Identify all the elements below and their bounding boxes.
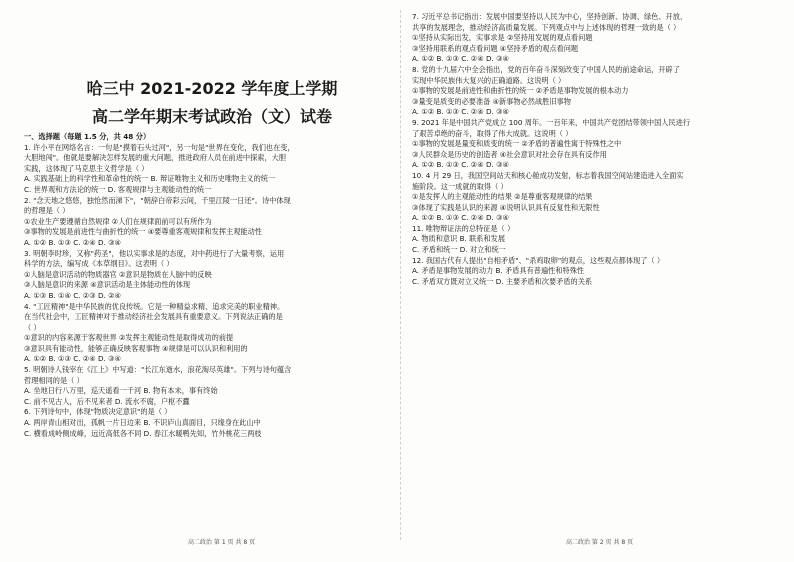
text-line: ③人民群众是历史的创造者 ④社会意识对社会存在具有反作用 <box>412 149 607 159</box>
text-line: ③事物的发展是前进性与曲折性的统一 ④要尊重客观规律和发挥主观能动性 <box>24 227 262 237</box>
text-line: 11. 唯物辩证法的总特征是（ ） <box>412 223 515 233</box>
text-line: ③体现了实践是认识的来源 ④说明认识具有反复性和无限性 <box>412 202 600 212</box>
text-line: ①农业生产要遵循自然规律 ②人们在规律面前可以有所作为 <box>24 216 212 226</box>
text-line: A. 实践基础上的科学性和革命性的统一 B. 辩证唯物主义和历史唯物主义的统一 <box>24 174 276 184</box>
text-line: ①事物的发展是量变和质变的统一 ②矛盾的普遍性寓于特殊性之中 <box>412 139 622 149</box>
text-line: 大胆地闯"。他就是要解决怎样发展的重大问题，推进政府人员在前进中探索，大胆 <box>24 153 287 163</box>
exam-title-line2: 高二学年期末考试政治（文）试卷 <box>91 107 332 126</box>
text-line: 7. 习近平总书记指出：发展中国要坚持以人民为中心，坚持创新、协调、绿色、开放、 <box>412 12 688 21</box>
text-line: 10. 4 月 29 日，我国空间站天和核心舱成功发射，标志着我国空间站建造进入全面实 <box>412 170 684 180</box>
text-line: 4. "工匠精神"是中华民族的优良传统。它是一种精益求精、追求完美的职业精神。 <box>24 301 285 311</box>
section-header: 一、选择题（每题 1.5 分，共 48 分） <box>24 132 151 141</box>
right-question-text <box>412 12 788 287</box>
text-line: C. 矛盾和统一 D. 对立和统一 <box>412 245 506 255</box>
text-line: ③意识具有能动性，能够正确反映客观事物 ④规律是可以认识和利用的 <box>24 343 248 353</box>
exam-title-line1: 哈三中 2021-2022 学年度上学期 <box>86 79 338 98</box>
text-line: ①是发挥人的主观能动性的结果 ②是尊重客观规律的结果 <box>412 192 593 202</box>
text-line: 的哲理是（ ） <box>24 206 70 216</box>
text-line: A. ①③ B. ①④ C. ②③ D. ②④ <box>24 290 121 300</box>
text-line: 科学的方法，编写成《本草纲目》。这表明（ ） <box>24 259 174 269</box>
text-line: C. 世界观和方法论的统一 D. 客观规律与主观能动性的统一 <box>24 184 212 194</box>
text-line: A. ①② B. ①③ C. ②④ D. ③④ <box>412 213 509 223</box>
text-line: ①意识的内容来源于客观世界 ②发挥主观能动性是取得成功的前提 <box>24 333 234 343</box>
text-line: 施阶段。这一成就的取得（ ） <box>412 181 508 191</box>
text-line: C. 横看成岭侧成峰，远近高低各不同 D. 春江水暖鸭先知，竹外桃花三两枝 <box>24 428 262 438</box>
text-line: A. ①② B. ①③ C. ②④ D. ③④ <box>412 160 509 170</box>
text-line: 实践，这体现了马克思主义哲学是（ ） <box>24 163 149 173</box>
text-line: 5. 明朝诗人钱宰在《江上》中写道："长江东逝水，浪花淘尽英雄"。下列与诗句蕴含 <box>24 365 292 375</box>
page-footer-left: 高二政治 第 1 页 共 8 页 <box>188 539 256 546</box>
left-question-text <box>24 143 400 440</box>
text-line: C. 前不见古人，后不见来者 D. 流水不腐，户枢不蠹 <box>24 396 190 406</box>
text-line: A. 坐地日行八万里，巡天遥看一千河 B. 物有本末，事有终始 <box>24 386 218 396</box>
page-divider <box>400 10 401 540</box>
text-line: A. ①② B. ①③ C. ②④ D. ③④ <box>24 354 121 364</box>
text-line: 6. 下列诗句中，体现"物质决定意识"的是（ ） <box>24 407 172 417</box>
text-line: （ ） <box>24 322 41 332</box>
text-line: A. ①② B. ①③ C. ②④ D. ③④ <box>412 107 509 117</box>
text-line: 1. 许小平在网络名言：一句是"摸着石头过河"，另一句是"世界在变化，我们也在变， <box>24 142 295 152</box>
text-line: ③坚持用联系的观点看问题 ④坚持矛盾的观点看问题 <box>412 43 579 53</box>
text-line: 在当代社会中，工匠精神对于推动经济社会发展具有重要意义。下列说法正确的是 <box>24 312 283 322</box>
text-line: 实现中华民族伟大复兴的正确道路。这说明（ ） <box>412 75 566 85</box>
text-line: ①人脑是意识活动的物质器官 ②意识是物质在人脑中的反映 <box>24 269 212 279</box>
text-line: 哲理相同的是（ ） <box>24 375 84 385</box>
text-line: 3. 明朝李时珍，又称"药圣"，他以实事求是的态度，对中药进行了大量考察，运用 <box>24 248 285 258</box>
text-line: C. 矛盾双方既对立又统一 D. 主要矛盾和次要矛盾的关系 <box>412 276 593 286</box>
text-line: A. ①② B. ①③ C. ②④ D. ③④ <box>24 237 121 247</box>
text-line: 9. 2021 年是中国共产党成立 100 周年。一百年来，中国共产党团结带领中国人民进行 <box>412 117 691 127</box>
text-line: 共享的发展理念，推动经济高质量发展。下列观点中与上述体现的哲理一致的是（ ） <box>412 22 681 32</box>
text-line: A. 矛盾是事物发展的动力 B. 矛盾具有普遍性和特殊性 <box>412 266 585 276</box>
text-line: ③人脑是意识的来源 ④意识活动是主体能动性的体现 <box>24 280 191 290</box>
text-line: A. 两岸青山相对出，孤帆一片日边来 B. 不识庐山真面目，只缘身在此山中 <box>24 418 261 428</box>
text-line: ③量变是质变的必要准备 ④新事物必然战胜旧事物 <box>412 96 571 106</box>
text-line: 8. 党的十九届六中全会指出，党的百年奋斗深刻改变了中国人民的前途命运，开辟了 <box>412 64 680 74</box>
text-line: 12. 我国古代有人提出"自相矛盾"、"杀鸡取卵"的观点，这些观点都体现了（ ） <box>412 255 665 265</box>
text-line: A. ①② B. ①③ C. ②④ D. ③④ <box>412 54 509 64</box>
text-line: ①坚持从实际出发，实事求是 ②坚持用发展的观点看问题 <box>412 33 593 43</box>
page-footer-right: 高二政治 第 2 页 共 8 页 <box>566 539 634 546</box>
text-line: 2. "念天地之悠悠，独怆然而涕下"，"朝辞白帝彩云间，千里江陵一日还"。诗中体现 <box>24 195 291 205</box>
left-page <box>24 12 400 439</box>
text-line: ①事物的发展是前进性和曲折性的统一 ②矛盾是事物发展的根本动力 <box>412 86 629 96</box>
text-line: A. 物质和意识 B. 联系和发展 <box>412 234 506 244</box>
text-line: 了艰苦卓绝的奋斗，取得了伟大成就。这说明（ ） <box>412 128 573 138</box>
right-page <box>412 12 788 287</box>
